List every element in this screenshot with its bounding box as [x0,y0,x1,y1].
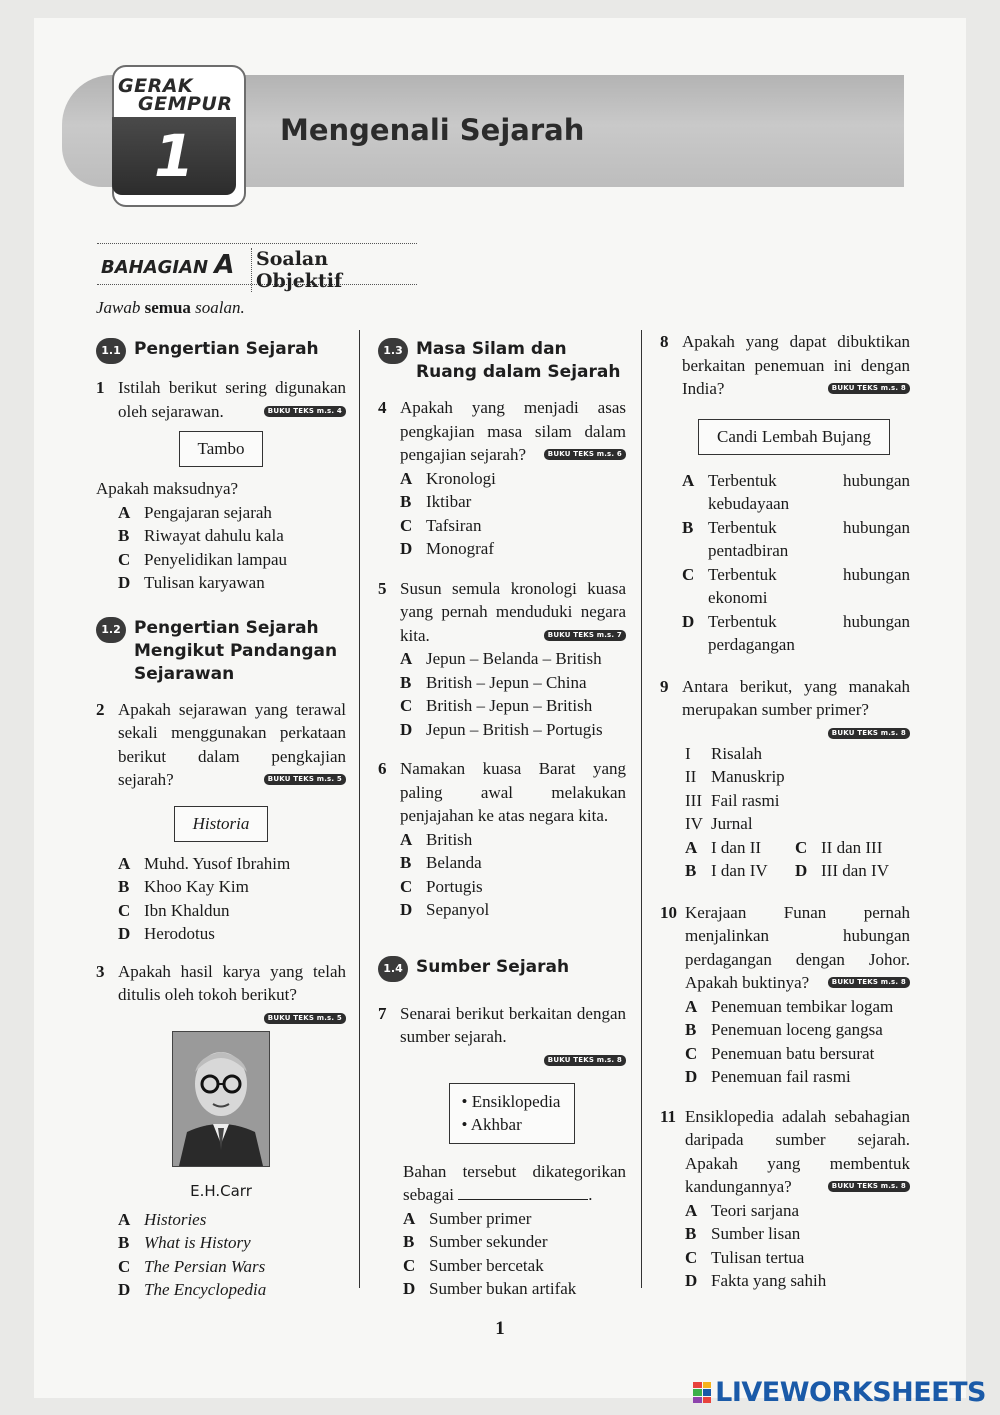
textbook-tag: BUKU TEKS m.s. 5 [264,774,346,785]
option-letter: A [403,1208,416,1228]
badge-line-1: GERAK [118,75,194,97]
textbook-tag: BUKU TEKS m.s. 7 [544,630,626,641]
spacer [96,946,346,960]
question-number: 8 [660,332,669,351]
option-letter: C [403,1255,416,1275]
question-text-wrap [682,330,910,401]
textbook-tag: BUKU TEKS m.s. 8 [828,728,910,739]
textbook-tag: BUKU TEKS m.s. 6 [544,449,626,460]
question-text: Apakah yang menjadi asas pengkajian masa silam dalam pengajian sejarah? [400,398,626,464]
options-q2 [118,852,346,946]
option[interactable] [400,537,626,561]
options-q11 [685,1199,910,1293]
item-text: Risalah [711,743,762,763]
topic-title: Masa Silam dan Ruang dalam Sejarah [416,339,621,382]
option[interactable] [118,1278,346,1302]
option-letter[interactable]: B [685,861,697,880]
option-letter: A [118,502,131,522]
option-text[interactable]: I dan IV [711,861,768,880]
bullet-text: Akhbar [470,1115,522,1134]
badge-line-2: GEMPUR [138,93,233,115]
option[interactable] [685,995,910,1019]
option-letter: A [118,853,131,873]
textbook-tag: BUKU TEKS m.s. 5 [264,1013,346,1024]
option-text: British – Jepun – China [426,672,587,692]
item-numeral: III [685,790,702,810]
option-letter: D [118,573,131,592]
question-number: 2 [96,699,105,719]
statement-item [685,812,910,836]
chapter-banner [62,55,904,205]
option[interactable] [118,875,346,899]
options-q6 [400,828,626,922]
option-letter: B [400,672,412,692]
option-letter: B [685,1020,697,1039]
option-text: Iktibar [426,492,472,511]
liveworksheets-logo[interactable] [693,1377,986,1408]
option-row [685,836,910,860]
question-text: Ensiklopedia adalah sebahagian daripada sumber sejarah. Apakah yang membentuk kandungannya? [685,1106,910,1196]
option-letter[interactable]: C [795,837,808,857]
prompt-text: Bahan tersebut dikategorikan sebagai [403,1161,626,1204]
options-q10 [685,995,910,1089]
indent [378,1160,403,1207]
option[interactable] [118,548,346,572]
question-text: Kerajaan Funan pernah menjalinkan hubungan perdagangan dengan Johor. Apakah buktinya? [685,902,910,992]
option-text: Penemuan batu bersurat [711,1043,875,1063]
option[interactable] [400,828,626,852]
section-label: BAHAGIAN [101,257,209,278]
option-text: Terbentuk hubungan ekonomi [708,564,910,607]
option-letter: C [685,1247,698,1267]
item-numeral: IV [685,814,703,833]
option-text: Muhd. Yusof Ibrahim [144,853,291,873]
option-text: Histories [144,1209,207,1229]
spacer [660,657,910,675]
option-letter: C [685,1043,698,1063]
instruction-word-2: semua [144,298,191,317]
instruction [96,298,245,318]
option-letter: D [685,1067,698,1086]
option-letter: A [118,1209,131,1229]
option-letter[interactable]: A [685,837,698,857]
statement-item [685,742,910,766]
prompt-wrap: Bahan tersebut dikategorikan sebagai . [403,1161,626,1204]
textbook-tag: BUKU TEKS m.s. 4 [264,406,346,417]
option-letter: C [118,900,131,920]
topic-1-4 [378,956,626,982]
option-letter: D [118,924,131,943]
option[interactable] [685,1269,910,1293]
liveworksheets-logo-icon [693,1382,711,1404]
option-row [685,859,910,883]
question-text-wrap [685,901,910,995]
option-letter: C [118,549,131,569]
option-text[interactable]: I dan II [711,837,762,857]
option[interactable] [400,718,626,742]
bullet-box-wrap [398,1083,626,1144]
question-number: 3 [96,961,105,981]
option-text: Penyelidikan lampau [144,549,288,569]
option[interactable] [400,671,626,695]
option-letter: A [400,468,413,488]
spacer [378,741,626,757]
item-text: Jurnal [711,814,753,833]
item-numeral: I [685,743,691,763]
question-7-prompt [378,1160,626,1207]
option-letter: A [682,470,695,490]
column-divider-2 [641,330,642,1288]
option-letter: B [118,1233,130,1252]
option[interactable] [400,851,626,875]
question-text: Senarai berikut berkaitan dengan sumber sejarah. [400,1003,626,1046]
option-text: Sepanyol [426,900,490,919]
question-number: 5 [378,578,387,598]
option-letter: A [685,1200,698,1220]
chapter-number: 1 [112,117,236,195]
option-text: Monograf [426,539,494,558]
option-text: Kronologi [426,468,496,488]
option-letter: D [400,900,413,919]
option[interactable] [118,852,346,876]
option[interactable] [682,516,910,563]
question-8 [660,330,910,401]
question-11 [660,1105,910,1199]
page-number: 1 [495,1318,505,1339]
question-number: 4 [378,398,387,417]
item-text: Manuskrip [711,767,785,786]
option-text: Sumber primer [429,1208,532,1228]
option-text: Terbentuk hubungan perdagangan [708,611,910,654]
option-text: Tulisan karyawan [144,573,265,592]
section-title: Soalan Objektif [251,248,417,292]
question-number: 1 [96,378,105,397]
section-label-wrap [101,250,235,280]
option-letter: B [400,853,412,872]
option[interactable] [685,1246,910,1270]
brand-name: LIVEWORKSHEETS [715,1377,986,1408]
option-letter[interactable]: D [795,861,808,880]
option[interactable] [118,922,346,946]
option[interactable] [682,469,910,516]
question-9 [660,675,910,722]
spacer [660,1089,910,1105]
question-4 [378,396,626,467]
option-text[interactable]: III dan IV [821,861,889,880]
option-letter: B [400,492,412,511]
instruction-word-3: soalan. [195,298,245,317]
option-text: Fakta yang sahih [711,1271,827,1290]
option[interactable] [682,610,910,657]
item-text: Fail rasmi [711,790,780,810]
term-box-wrap [678,419,910,455]
option-letter: D [685,1271,698,1290]
instruction-word-1: Jawab [96,298,141,317]
term-box-wrap [96,431,346,467]
option[interactable] [403,1230,626,1254]
question-text: Apakah sejarawan yang terawal sekali menggunakan perkataan berikut dalam pengkajian sejarah? [118,699,346,789]
question-text: Apakah yang dapat dibuktikan berkaitan penemuan ini dengan India? [682,332,910,398]
topic-number-badge: 1.3 [378,338,408,364]
column-divider-1 [359,330,360,1288]
option[interactable] [403,1277,626,1301]
section-letter: A [214,250,235,280]
chapter-title: Mengenali Sejarah [280,113,585,147]
option-text: Terbentuk hubungan kebudayaan [708,470,910,513]
option-letter: D [403,1279,416,1298]
option-text: Pengajaran sejarah [144,502,272,522]
question-number: 7 [378,1003,387,1023]
options-q3 [118,1208,346,1302]
option-text: Penemuan tembikar logam [711,996,894,1016]
option[interactable] [682,563,910,610]
bullet-item: • Ensiklopedia [461,1091,561,1111]
option[interactable] [118,1208,346,1232]
option-text: Jepun – Belanda – British [426,649,602,668]
portrait-caption: E.H.Carr [190,1181,252,1200]
option-text: The Encyclopedia [144,1280,267,1299]
option-text[interactable]: II dan III [821,837,883,857]
prompt-text: Apakah maksudnya? [96,479,239,498]
question-7 [378,1002,626,1049]
section-header [97,243,417,292]
term-box: Tambo [179,431,264,467]
option-letter: D [682,611,695,631]
question-number: 10 [660,902,677,922]
option-text: Ibn Khaldun [144,900,230,920]
options-q5 [400,647,626,741]
option-letter: A [400,829,413,849]
tag-line [96,1007,346,1023]
option-letter: C [400,876,413,896]
topic-title: Sumber Sejarah [416,956,570,977]
option-text: Penemuan loceng gangsa [711,1020,883,1039]
option-text: Penemuan fail rasmi [711,1067,851,1086]
option[interactable] [400,898,626,922]
question-text-wrap [118,376,346,423]
option[interactable] [685,1199,910,1223]
option-letter: B [682,517,694,537]
textbook-tag: BUKU TEKS m.s. 8 [828,1181,910,1192]
option-text: Riwayat dahulu kala [144,526,284,545]
textbook-tag: BUKU TEKS m.s. 8 [828,383,910,394]
option-text: Teori sarjana [711,1200,800,1220]
question-number: 9 [660,676,669,696]
option-text: Sumber lisan [711,1224,801,1243]
topic-number-badge: 1.1 [96,338,126,364]
option-letter: A [685,996,698,1016]
option[interactable] [118,1231,346,1255]
topic-title: Pengertian Sejarah [134,339,319,359]
option-text: Khoo Kay Kim [144,877,249,896]
option-letter: B [118,526,130,545]
option-letter: C [400,515,413,535]
option-letter: B [118,877,130,896]
question-text-wrap [685,1105,910,1199]
term-box: Historia [174,806,269,842]
column-3 [660,330,910,1293]
option[interactable] [118,1255,346,1279]
portrait-photo [172,1031,270,1167]
option[interactable] [403,1254,626,1278]
option-letter: C [400,696,413,715]
spacer [660,883,910,901]
option[interactable] [685,1222,910,1246]
option-text: Tulisan tertua [711,1247,805,1267]
option-text: What is History [144,1233,251,1252]
bullet-item: • Akhbar [461,1115,522,1134]
option-text: Portugis [426,876,483,896]
question-2 [96,698,346,792]
question-text-wrap [400,577,626,648]
question-text: Istilah berikut sering digunakan oleh sejarawan. [118,378,346,421]
question-text-wrap [118,698,346,792]
option[interactable] [118,524,346,548]
question-3 [96,960,346,1007]
term-box-wrap [96,806,346,842]
statement-item [685,789,910,813]
question-text: Namakan kuasa Barat yang paling awal melakukan penjajahan ke atas negara kita. [400,759,626,825]
portrait-wrap [96,1031,346,1172]
spacer [378,561,626,577]
option-letter: D [400,719,413,739]
option-text: Tafsiran [426,515,482,535]
column-2 [378,330,626,1301]
item-numeral: II [685,767,697,786]
option-text: Sumber bukan artifak [429,1279,577,1298]
option[interactable] [400,875,626,899]
option[interactable] [118,501,346,525]
option-text: British – Jepun – British [426,696,593,715]
option-text: Terbentuk hubungan pentadbiran [708,517,910,560]
option[interactable] [685,1018,910,1042]
option-text: The Persian Wars [144,1256,266,1276]
options-q7 [403,1207,626,1301]
options-q1 [118,501,346,595]
topic-number-badge: 1.2 [96,617,126,643]
topic-title: Pengertian Sejarah Mengikut Pandangan Sejarawan [134,617,338,684]
option-text: Jepun – British – Portugis [426,719,603,739]
term-box: Candi Lembah Bujang [698,419,890,455]
question-number: 6 [378,759,387,778]
question-6 [378,757,626,828]
answer-blank[interactable] [458,1185,588,1200]
bullet-box [449,1083,576,1144]
question-text-wrap [400,396,626,467]
option-letter: D [400,539,413,558]
option-text: Herodotus [144,924,215,943]
option-text: Sumber bercetak [429,1255,544,1275]
option-text: British [426,829,473,849]
column-1 [96,330,346,1302]
option-letter: B [403,1232,415,1251]
option-letter: B [685,1224,697,1243]
option[interactable] [400,467,626,491]
topic-1-2 [96,617,346,686]
question-text: Antara berikut, yang manakah merupakan sumber primer? [682,676,910,719]
option[interactable] [400,490,626,514]
option-letter: A [400,649,413,668]
option[interactable] [400,694,626,718]
items-q9 [685,742,910,836]
question-10 [660,901,910,995]
option[interactable] [118,899,346,923]
topic-number-badge: 1.4 [378,956,408,982]
question-5 [378,577,626,648]
topic-1-1 [96,338,346,364]
option[interactable] [685,1042,910,1066]
question-prompt [96,477,346,501]
option-text: Belanda [426,853,482,872]
portrait-illustration [173,1032,269,1166]
option-letter: C [682,564,695,584]
options-q8 [682,469,910,657]
options-q4 [400,467,626,561]
question-text: Susun semula kronologi kuasa yang pernah menduduki negara kita. [400,578,626,645]
topic-1-3 [378,338,626,384]
question-1 [96,376,346,423]
option-text: Sumber sekunder [429,1232,548,1251]
option-letter: C [118,1256,131,1276]
option[interactable] [685,1065,910,1089]
tag-line [378,1049,626,1065]
option[interactable] [400,647,626,671]
option[interactable] [400,514,626,538]
bullet-text: Ensiklopedia [471,1091,561,1111]
tag-line [660,722,910,738]
option[interactable] [118,571,346,595]
textbook-tag: BUKU TEKS m.s. 8 [828,977,910,988]
option-letter: D [118,1280,131,1299]
option[interactable] [403,1207,626,1231]
question-text: Apakah hasil karya yang telah ditulis oleh tokoh berikut? [118,961,346,1004]
textbook-tag: BUKU TEKS m.s. 8 [544,1055,626,1066]
question-number: 11 [660,1106,677,1126]
statement-item [685,765,910,789]
